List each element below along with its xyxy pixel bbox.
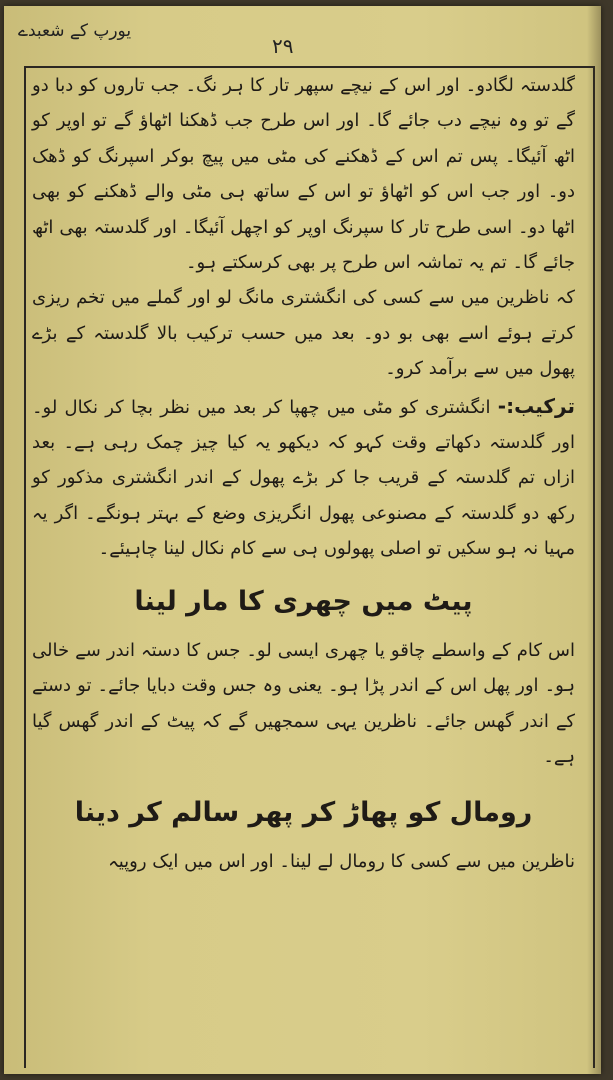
page-body (32, 68, 575, 880)
section-heading-handkerchief: رومال کو پھاڑ کر پھر سالم کر دینا (74, 797, 533, 829)
paragraph-ring-trick: کہ ناظرین میں سے کسی کی انگشتری مانگ لو اور گملے میں تخم ریزی کرتے ہوئے اسے بھی بو دو۔ بعد میں حسب ترکیب بالا گلدستہ کے بڑے پھول میں سے برآمد کرو۔ (32, 287, 575, 380)
method-label: ترکیب:- (497, 393, 575, 418)
paragraph-knife: اس کام کے واسطے چاقو یا چھری ایسی لو۔ جس کا دستہ اندر سے خالی ہو۔ اور پھل اس کے اندر پڑا ہو۔ یعنی وہ جس وقت دبایا جائے۔ تو دستے کے اندر گھس جائے۔ ناظرین یہی سمجھیں گے کہ پیٹ کے اندر گھس گیا ہے۔ (32, 639, 575, 767)
paragraph-gulدستہ: گلدستہ لگادو۔ اور اس کے نیچے سپھر تار کا ہر نگ۔ جب تاروں کو دبا دو گے تو وہ نیچے دب جائے گا۔ اور اس طرح جب ڈھکنا اٹھاؤ گے تو اوپر کو اٹھ آئیگا۔ پس تم اس کے ڈھکنے کی مٹی میں پیچ بوکر اسپرنگ کو ڈھک دو۔ اور جب اس کو اٹھاؤ تو اس کے ساتھ ہی مٹی والے ڈھکنے کو بھی اٹھا دو۔ اسی طرح تار کا سپرنگ اوپر کو اچھل آئیگا۔ اور گلدستہ بھی اٹھ جائے گا۔ تم یہ تماشہ اس طرح پر بھی کرسکتے ہو۔ (32, 75, 575, 274)
paragraph-method (32, 389, 575, 567)
running-head: یورپ کے شعبدے (18, 21, 132, 41)
paragraph-handkerchief: ناظرین میں سے کسی کا رومال لے لینا۔ اور اس میں ایک روپیہ (108, 851, 575, 873)
method-text: انگشتری کو مٹی میں چھپا کر بعد میں نظر بچا کر نکال لو۔ اور گلدستہ دکھاتے وقت کہو کہ دیکھو یہ کیا چیز چمک رہی ہے۔ بعد ازاں تم گلدستہ کے قریب جا کر بڑے پھول کے اندر انگشتری مذکور کو رکھ دو گلدستہ کے مصنوعی پھول انگریزی وضع کے بہتر ہونگے۔ اگر یہ مہیا نہ ہو سکیں تو اصلی پھولوں ہی سے کام نکال لینا چاہیئے۔ (32, 396, 575, 560)
page-number: ۲۹ (272, 34, 294, 58)
section-heading-knife: پیٹ میں چھری کا مار لینا (134, 585, 473, 617)
